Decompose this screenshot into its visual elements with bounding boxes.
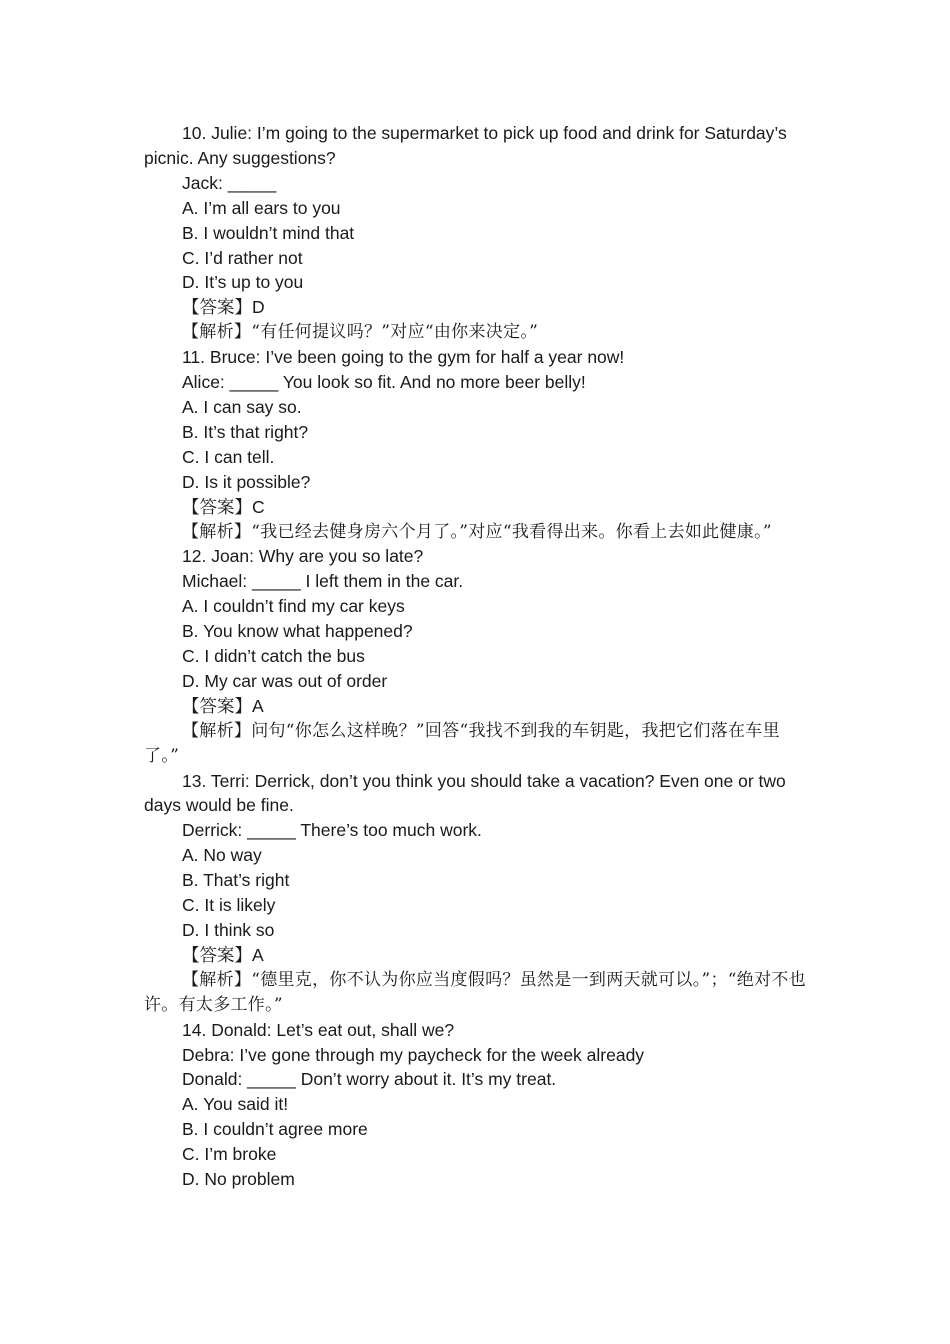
q13-option-d: D. I think so <box>182 920 275 940</box>
q10-response: Jack: _____ <box>182 172 277 193</box>
q14-response-donald: Donald: _____ Don’t worry about it. It’s my treat. <box>182 1069 557 1090</box>
q11-answer: 【答案】C <box>182 496 265 517</box>
q14-option-c: C. I’m broke <box>182 1144 277 1165</box>
q10-stem: 10. Julie: I’m going to the supermarket to pick up food and drink for Saturday’s picnic. Any suggestions? <box>144 123 787 168</box>
q14-option-a: A. You said it! <box>182 1094 289 1115</box>
q12-stem: 12. Joan: Why are you so late? <box>182 546 424 567</box>
q14-option-b: B. I couldn’t agree more <box>182 1119 368 1140</box>
q12-option-c: C. I didn’t catch the bus <box>182 646 365 667</box>
q14-response-debra: Debra: I’ve gone through my paycheck for the week already <box>182 1044 645 1065</box>
q10-explanation: 【解析】“有任何提议吗？”对应“由你来决定。” <box>182 322 539 343</box>
q10-option-b: B. I wouldn’t mind that <box>182 222 355 243</box>
q11-option-c: C. I can tell. <box>182 446 275 467</box>
q13-stem: 13. Terri: Derrick, don’t you think you should take a vacation? Even one or two days would be fine. <box>144 770 786 816</box>
q14-stem: 14. Donald: Let’s eat out, shall we? <box>182 1019 455 1040</box>
q12-explanation: 【解析】问句“你怎么这样晚？”回答“我找不到我的车钥匙，我把它们落在车里了。” <box>144 720 780 766</box>
q12-option-b: B. You know what happened? <box>182 621 413 642</box>
q11-option-a: A. I can say so. <box>182 396 302 417</box>
q11-option-d: D. Is it possible? <box>182 471 311 492</box>
q12-option-d: D. My car was out of order <box>182 670 388 691</box>
q11-explanation: 【解析】“我已经去健身房六个月了。”对应“我看得出来。你看上去如此健康。” <box>182 521 772 542</box>
q14-option-d: D. No problem <box>182 1169 295 1190</box>
q12-answer: 【答案】A <box>182 695 264 716</box>
q10-option-d: D. It’s up to you <box>182 272 304 293</box>
q13-response: Derrick: _____ There’s too much work. <box>182 820 482 841</box>
q11-response: Alice: _____ You look so fit. And no more beer belly! <box>182 372 586 393</box>
q12-response: Michael: _____ I left them in the car. <box>182 571 464 592</box>
q10-option-a: A. I’m all ears to you <box>182 197 341 218</box>
q10-answer: 【答案】D <box>182 297 265 318</box>
q13-option-a: A. No way <box>182 845 262 866</box>
q12-option-a: A. I couldn’t find my car keys <box>182 596 405 617</box>
document-body <box>144 121 814 1192</box>
q13-answer: 【答案】A <box>182 944 264 965</box>
q10-option-c: C. I’d rather not <box>182 247 303 268</box>
q13-option-c: C. It is likely <box>182 895 276 916</box>
q13-option-b: B. That’s right <box>182 870 290 891</box>
q11-stem: 11. Bruce: I’ve been going to the gym for half a year now! <box>182 347 625 368</box>
q13-explanation: 【解析】“德里克，你不认为你应当度假吗？虽然是一到两天就可以。”；“绝对不也许。有太多工作。” <box>144 969 806 1015</box>
q11-option-b: B. It’s that right? <box>182 421 309 442</box>
